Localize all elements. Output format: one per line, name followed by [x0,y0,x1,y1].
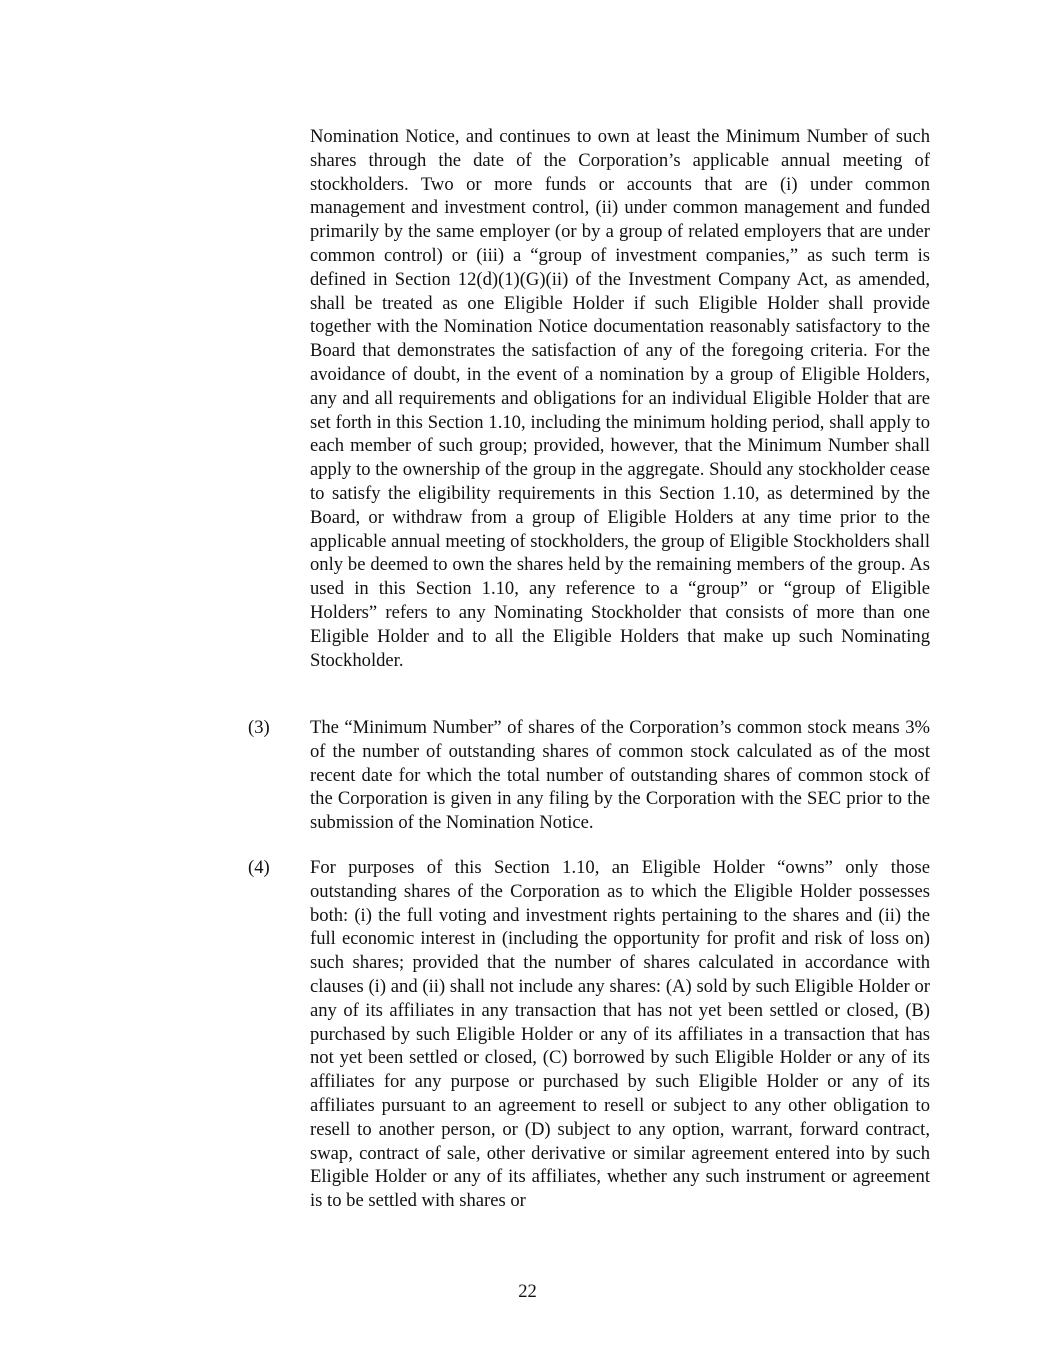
item-number-3: (3) [248,717,270,738]
continued-paragraph: Nomination Notice, and continues to own at least the Minimum Number of such shares through the date of the Corporation’s applicable annual meeting of stockholders. Two or more funds or accounts that are (i) under common management and investment control, (ii) under common management and funded primarily by the same employer (or by a group of related employers that are under common control) or (iii) a “group of investment companies,” as such term is defined in Section 12(d)(1)(G)(ii) of the Investment Company Act, as amended, shall be treated as one Eligible Holder if such Eligible Holder shall provide together with the Nomination Notice documentation reasonably satisfactory to the Board that demonstrates the satisfaction of any of the foregoing criteria. For the avoidance of doubt, in the event of a nomination by a group of Eligible Holders, any and all requirements and obligations for an individual Eligible Holder that are set forth in this Section 1.10, including the minimum holding period, shall apply to each member of such group; provided, however, that the Minimum Number shall apply to the ownership of the group in the aggregate. Should any stockholder cease to satisfy the eligibility requirements in this Section 1.10, as determined by the Board, or withdraw from a group of Eligible Holders at any time prior to the applicable annual meeting of stockholders, the group of Eligible Stockholders shall only be deemed to own the shares held by the remaining members of the group. As used in this Section 1.10, any reference to a “group” or “group of Eligible Holders” refers to any Nominating Stockholder that consists of more than one Eligible Holder and to all the Eligible Holders that make up such Nominating Stockholder. [310,126,930,671]
item-paragraph-4: For purposes of this Section 1.10, an Eligible Holder “owns” only those outstanding shares of the Corporation as to which the Eligible Holder possesses both: (i) the full voting and investment rights pertaining to the shares and (ii) the full economic interest in (including the opportunity for profit and risk of loss on) such shares; provided that the number of shares calculated in accordance with clauses (i) and (ii) shall not include any shares: (A) sold by such Eligible Holder or any of its affiliates in any transaction that has not yet been settled or closed, (B) purchased by such Eligible Holder or any of its affiliates in a transaction that has not yet been settled or closed, (C) borrowed by such Eligible Holder or any of its affiliates for any purpose or purchased by such Eligible Holder or any of its affiliates pursuant to an agreement to resell or subject to any other obligation to resell to another person, or (D) subject to any option, warrant, forward contract, swap, contract of sale, other derivative or similar agreement entered into by such Eligible Holder or any of its affiliates, whether any such instrument or agreement is to be settled with shares or [310,857,930,1212]
page-number: 22 [518,1281,537,1302]
item-number-4: (4) [248,857,270,878]
item-paragraph-3: The “Minimum Number” of shares of the Corporation’s common stock means 3% of the number of outstanding shares of common stock calculated as of the most recent date for which the total number of outstanding shares of common stock of the Corporation is given in any filing by the Corporation with the SEC prior to the submission of the Nomination Notice. [310,717,930,834]
